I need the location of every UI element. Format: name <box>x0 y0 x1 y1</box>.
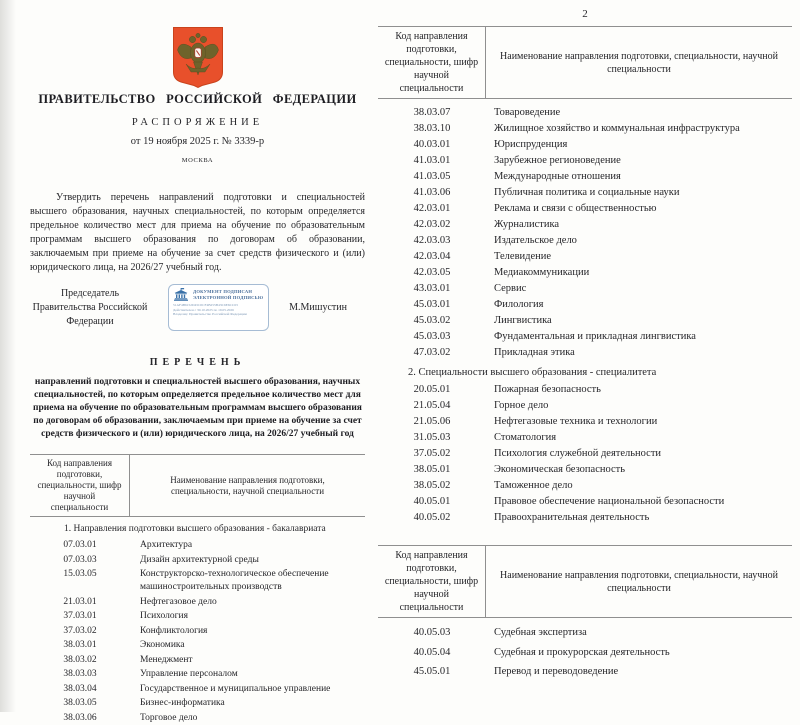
row-code: 40.05.03 <box>413 627 451 638</box>
row-code: 42.03.05 <box>413 267 451 278</box>
row-name: Фундаментальная и прикладная лингвистика <box>494 331 696 342</box>
table-row <box>378 331 792 344</box>
table-row <box>30 697 365 710</box>
table-header-name-column: Наименование направления подготовки, специальности, научной специальности <box>500 569 778 594</box>
row-name: Конфликтология <box>140 625 208 636</box>
row-code: 37.05.02 <box>413 447 451 459</box>
table-row <box>378 416 792 429</box>
row-name: Правовое обеспечение национальной безопасности <box>494 495 725 507</box>
table-row <box>378 480 792 493</box>
row-code: 07.03.03 <box>63 554 97 565</box>
row-name: Государственное и муниципальное управление <box>140 683 331 694</box>
scan-edge-shadow <box>0 0 16 712</box>
table-row <box>378 315 792 328</box>
table-row <box>30 568 365 594</box>
signer-name: М.Мишустин <box>289 302 347 313</box>
row-code: 42.03.03 <box>413 235 451 246</box>
row-name: Международные отношения <box>494 171 621 182</box>
table-row <box>378 496 792 509</box>
table-row <box>378 267 792 280</box>
stamp-header-line1: ДОКУМЕНТ ПОДПИСАН <box>193 289 253 295</box>
table-row <box>378 187 792 200</box>
table-header-name-column: Наименование направления подготовки, специальности, научной специальности <box>500 50 778 75</box>
row-name: Зарубежное регионоведение <box>494 155 621 166</box>
row-code: 42.03.04 <box>413 251 451 262</box>
row-name: Телевидение <box>494 251 552 262</box>
signature-block <box>30 284 365 331</box>
table-row <box>30 610 365 623</box>
stamp-certificate: 51AF4B6152D45C0CF4B255B43C6E6CC63 <box>173 303 238 307</box>
continuation-rows <box>378 627 792 679</box>
page-number: 2 <box>582 8 588 20</box>
table-row <box>30 712 365 725</box>
table-row <box>378 235 792 248</box>
annex-subtitle: направлений подготовки и специальностей высшего образования, научных специальностей, по которым определяется предельное количество мест для приема на обучение по образовательным программам высшего образования по договорам об образовании, заключаемым при приеме на обучение за счет средств физического и (или) юридического лица, на 2026/27 учебный год <box>33 377 362 439</box>
russia-coat-of-arms-icon <box>172 26 224 88</box>
table-row <box>378 347 792 360</box>
row-name: Прикладная этика <box>494 347 575 358</box>
stamp-owner: Владелец: Правительство Российской Федерации <box>173 312 247 317</box>
row-code: 45.05.01 <box>413 666 451 677</box>
row-name: Судебная экспертиза <box>494 627 587 638</box>
table-row <box>30 625 365 638</box>
row-code: 41.03.05 <box>413 171 451 182</box>
table-row <box>378 123 792 136</box>
row-name: Журналистика <box>494 219 560 230</box>
row-name: Конструкторско-технологическое обеспечение машиностроительных производств <box>140 569 329 592</box>
row-code: 38.03.10 <box>413 123 451 134</box>
row-name: Дизайн архитектурной среды <box>140 554 259 565</box>
row-name: Медиакоммуникации <box>494 267 590 278</box>
table-row <box>378 251 792 264</box>
table-header-code-column: Код направления подготовки, специальности, шифр научной специальности <box>30 455 130 516</box>
row-name: Экономика <box>140 640 185 650</box>
row-name: Жилищное хозяйство и коммунальная инфраструктура <box>494 123 740 134</box>
table-header <box>378 26 792 99</box>
row-name: Нефтегазовые техника и технологии <box>494 415 658 427</box>
row-name: Юриспруденция <box>494 139 568 150</box>
table-row <box>30 554 365 567</box>
table-row <box>30 639 365 652</box>
row-code: 31.05.03 <box>413 431 451 443</box>
row-code: 42.03.02 <box>413 219 451 230</box>
specialist-rows <box>378 384 792 525</box>
government-building-icon <box>173 288 190 301</box>
row-code: 47.03.02 <box>413 347 451 358</box>
document-date-number: от 19 ноября 2025 г. № 3339-р <box>130 136 265 147</box>
table-row <box>378 139 792 152</box>
row-code: 45.03.03 <box>413 331 451 342</box>
electronic-signature-stamp <box>168 284 269 331</box>
row-name: Таможенное дело <box>494 479 573 491</box>
row-name: Менеджмент <box>140 654 193 665</box>
row-code: 40.03.01 <box>413 139 451 150</box>
row-code: 37.03.01 <box>63 611 97 621</box>
page-annex-continuation <box>378 0 792 712</box>
bachelor-rows-page2 <box>378 107 792 360</box>
table-row <box>378 299 792 312</box>
row-code: 43.03.01 <box>413 283 451 294</box>
row-name: Судебная и прокурорская деятельность <box>494 646 670 658</box>
table-row <box>378 512 792 525</box>
row-code: 41.03.01 <box>413 155 451 166</box>
row-code: 21.03.01 <box>63 596 97 607</box>
row-code: 37.03.02 <box>63 625 97 636</box>
page-decree <box>30 0 365 723</box>
row-code: 38.03.07 <box>413 107 451 118</box>
government-title: ПРАВИТЕЛЬСТВО РОССИЙСКОЙ ФЕДЕРАЦИИ <box>38 92 357 106</box>
row-code: 40.05.04 <box>413 646 451 658</box>
row-code: 42.03.01 <box>413 203 451 214</box>
row-name: Стоматология <box>494 431 557 443</box>
row-code: 38.05.02 <box>413 479 451 491</box>
table-row <box>378 203 792 216</box>
table-row <box>30 596 365 609</box>
row-name: Торговое дело <box>140 712 198 723</box>
table-row <box>378 647 792 660</box>
row-name: Товароведение <box>494 107 561 118</box>
row-name: Пожарная безопасность <box>494 383 601 395</box>
table-header-continuation <box>378 545 792 618</box>
row-name: Экономическая безопасность <box>494 463 626 475</box>
table-row <box>378 155 792 168</box>
row-code: 15.03.05 <box>63 569 97 579</box>
row-code: 21.05.04 <box>413 399 451 411</box>
stamp-header-line2: ЭЛЕКТРОННОЙ ПОДПИСЬЮ <box>193 294 264 300</box>
table-row <box>378 400 792 413</box>
table-row <box>378 627 792 640</box>
row-code: 38.03.02 <box>63 654 97 665</box>
row-name: Бизнес-информатика <box>140 698 225 708</box>
row-name: Издательское дело <box>494 235 577 246</box>
table-row <box>378 219 792 232</box>
row-code: 38.03.04 <box>63 683 97 694</box>
row-name: Психология <box>140 611 189 621</box>
signer-title: Председатель Правительства Российской Федерации <box>32 287 148 327</box>
table-row <box>378 448 792 461</box>
row-code: 40.05.01 <box>413 495 451 507</box>
bachelor-rows-page1 <box>30 539 365 725</box>
annex-title: ПЕРЕЧЕНЬ <box>149 357 246 368</box>
row-code: 38.05.01 <box>413 463 451 475</box>
row-name: Горное дело <box>494 399 549 411</box>
document-type: РАСПОРЯЖЕНИЕ <box>131 117 264 128</box>
row-code: 07.03.01 <box>63 540 97 550</box>
row-code: 45.03.01 <box>413 299 451 310</box>
table-row <box>378 107 792 120</box>
table-row <box>30 683 365 696</box>
row-code: 41.03.06 <box>413 187 451 198</box>
row-code: 20.05.01 <box>413 383 451 395</box>
document-city: МОСКВА <box>181 157 214 164</box>
row-name: Правоохранительная деятельность <box>494 511 650 523</box>
row-name: Перевод и переводоведение <box>494 666 619 677</box>
section-1-heading: 1. Направления подготовки высшего образования - бакалавриата <box>64 524 326 534</box>
table-row <box>378 384 792 397</box>
table-header-code-column: Код направления подготовки, специальности, шифр научной специальности <box>378 27 486 98</box>
table-row <box>378 464 792 477</box>
table-row <box>30 668 365 681</box>
row-code: 38.03.05 <box>63 698 97 708</box>
row-name: Филология <box>494 299 544 310</box>
table-row <box>378 283 792 296</box>
section-2-heading: 2. Специальности высшего образования - специалитета <box>408 366 657 378</box>
row-code: 38.03.01 <box>63 640 97 650</box>
row-name: Управление персоналом <box>140 669 238 679</box>
row-code: 40.05.02 <box>413 511 451 523</box>
row-name: Сервис <box>494 283 527 294</box>
table-header-code-column: Код направления подготовки, специальности, шифр научной специальности <box>378 546 486 617</box>
decree-body-text: Утвердить перечень направлений подготовки и специальностей высшего образования, научных специальностей, по которым определяется предельное количество мест для приема на обучение по образовательным программам высшего образования по договорам об образовании, заключаемым при приеме на обучение за счет средств физического и (или) юридического лица, на 2026/27 учебный год. <box>30 192 365 273</box>
row-code: 38.03.06 <box>63 712 97 723</box>
table-header-name-column: Наименование направления подготовки, специальности, научной специальности <box>170 474 325 496</box>
row-code: 38.03.03 <box>63 669 97 679</box>
table-header <box>30 454 365 517</box>
row-name: Лингвистика <box>494 315 552 326</box>
row-name: Архитектура <box>140 540 193 550</box>
table-row <box>30 654 365 667</box>
row-name: Нефтегазовое дело <box>140 596 217 607</box>
table-row <box>30 539 365 552</box>
row-code: 45.03.02 <box>413 315 451 326</box>
table-row <box>378 666 792 679</box>
stamp-validity: Действителен с 30.10.2025 по 19.05.2026 <box>173 307 234 312</box>
row-name: Психология служебной деятельности <box>494 447 662 459</box>
table-row <box>378 432 792 445</box>
row-name: Публичная политика и социальные науки <box>494 187 680 198</box>
row-name: Реклама и связи с общественностью <box>494 203 657 214</box>
row-code: 21.05.06 <box>413 415 451 427</box>
table-row <box>378 171 792 184</box>
